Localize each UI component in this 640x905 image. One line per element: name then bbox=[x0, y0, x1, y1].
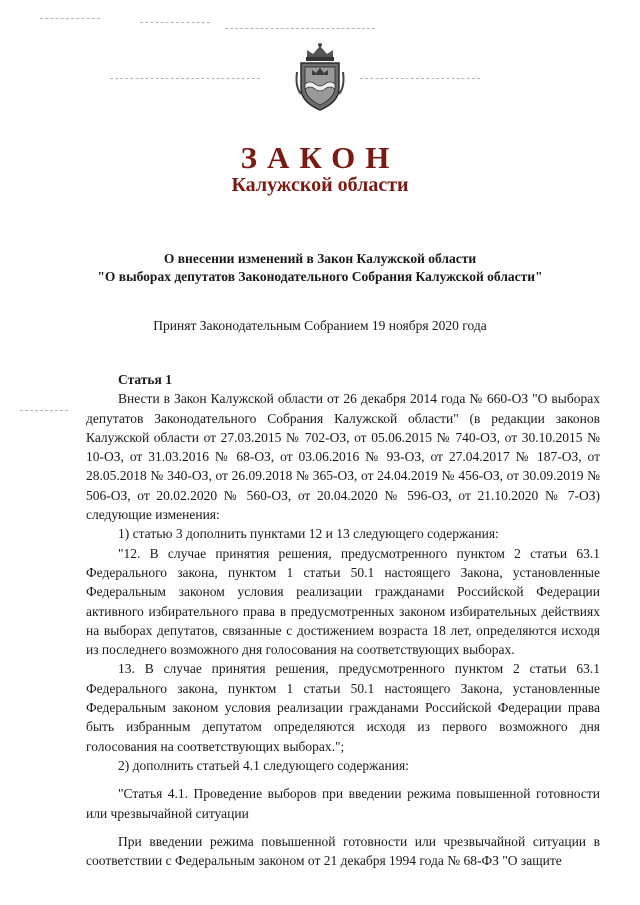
scan-artifact bbox=[360, 78, 480, 79]
document-subtitle: Калужской области bbox=[231, 174, 409, 196]
scan-artifact bbox=[225, 28, 375, 29]
article-intro: Внести в Закон Калужской области от 26 декабря 2014 года № 660-ОЗ "О выборах депутатов Законодательного Собрания Калужской области" (в редакции законов Калужской области от 27.03.2015 № 702-ОЗ, от 05.06.2015 № 740-ОЗ, от 30.10.2015 № 10-ОЗ, от 31.03.2016 № 68-ОЗ, от 03.06.2016 № 93-ОЗ, от 27.04.2017 № 187-ОЗ, от 28.05.2018 № 340-ОЗ, от 26.09.2018 № 365-ОЗ, от 24.04.2019 № 456-ОЗ, от 30.09.2019 № 506-ОЗ, от 20.02.2020 № 560-ОЗ, от 20.04.2020 № 596-ОЗ, от 21.10.2020 № 7-ОЗ) следующие изменения: bbox=[86, 391, 600, 523]
amendment-item-2: 2) дополнить статьей 4.1 следующего содержания: bbox=[118, 757, 409, 773]
point-13: 13. В случае принятия решения, предусмотренного пунктом 2 статьи 63.1 Федерального закона, пунктом 1 статьи 50.1 настоящего Закона, установленные Федеральным законом условия реализации гражданами Российской Федерации права быть избранным депутатом определяются исходя из первого возможного дня голосования на соответствующих выборах."; bbox=[86, 661, 600, 754]
kaluga-coat-of-arms-icon bbox=[293, 42, 347, 112]
scan-artifact bbox=[110, 78, 260, 79]
scan-artifact bbox=[40, 18, 100, 19]
article-4-1-text: При введении режима повышенной готовности или чрезвычайной ситуации в соответствии с Федеральным законом от 21 декабря 1994 года № 68-ФЗ "О защите bbox=[86, 833, 600, 869]
law-title-line-1: О внесении изменений в Закон Калужской области bbox=[163, 251, 477, 266]
document-body bbox=[86, 370, 600, 870]
article-heading: Статья 1 bbox=[118, 372, 172, 387]
scan-artifact bbox=[140, 22, 210, 23]
law-title bbox=[0, 250, 640, 286]
scan-artifact bbox=[20, 410, 68, 411]
adoption-date: Принят Законодательным Собранием 19 ноября 2020 года bbox=[153, 318, 487, 333]
law-title-line-2: "О выборах депутатов Законодательного Собрания Калужской области" bbox=[97, 269, 543, 284]
point-12: "12. В случае принятия решения, предусмотренного пунктом 2 статьи 63.1 Федерального закона, пунктом 1 статьи 50.1 настоящего Закона, установленные Федеральным законом условия реализации гражданами Российской Федерации активного избирательного права в предусмотренных законом избирательных действиях на выборах депутатов, связанные с достижением возраста 18 лет, определяются исходя из последнего возможного дня голосования на соответствующих выборах. bbox=[86, 545, 600, 658]
document-title: ЗАКОН bbox=[240, 140, 400, 175]
amendment-item-1: 1) статью 3 дополнить пунктами 12 и 13 следующего содержания: bbox=[118, 526, 499, 542]
article-4-1-title: "Статья 4.1. Проведение выборов при введении режима повышенной готовности или чрезвычайной ситуации bbox=[86, 786, 600, 821]
